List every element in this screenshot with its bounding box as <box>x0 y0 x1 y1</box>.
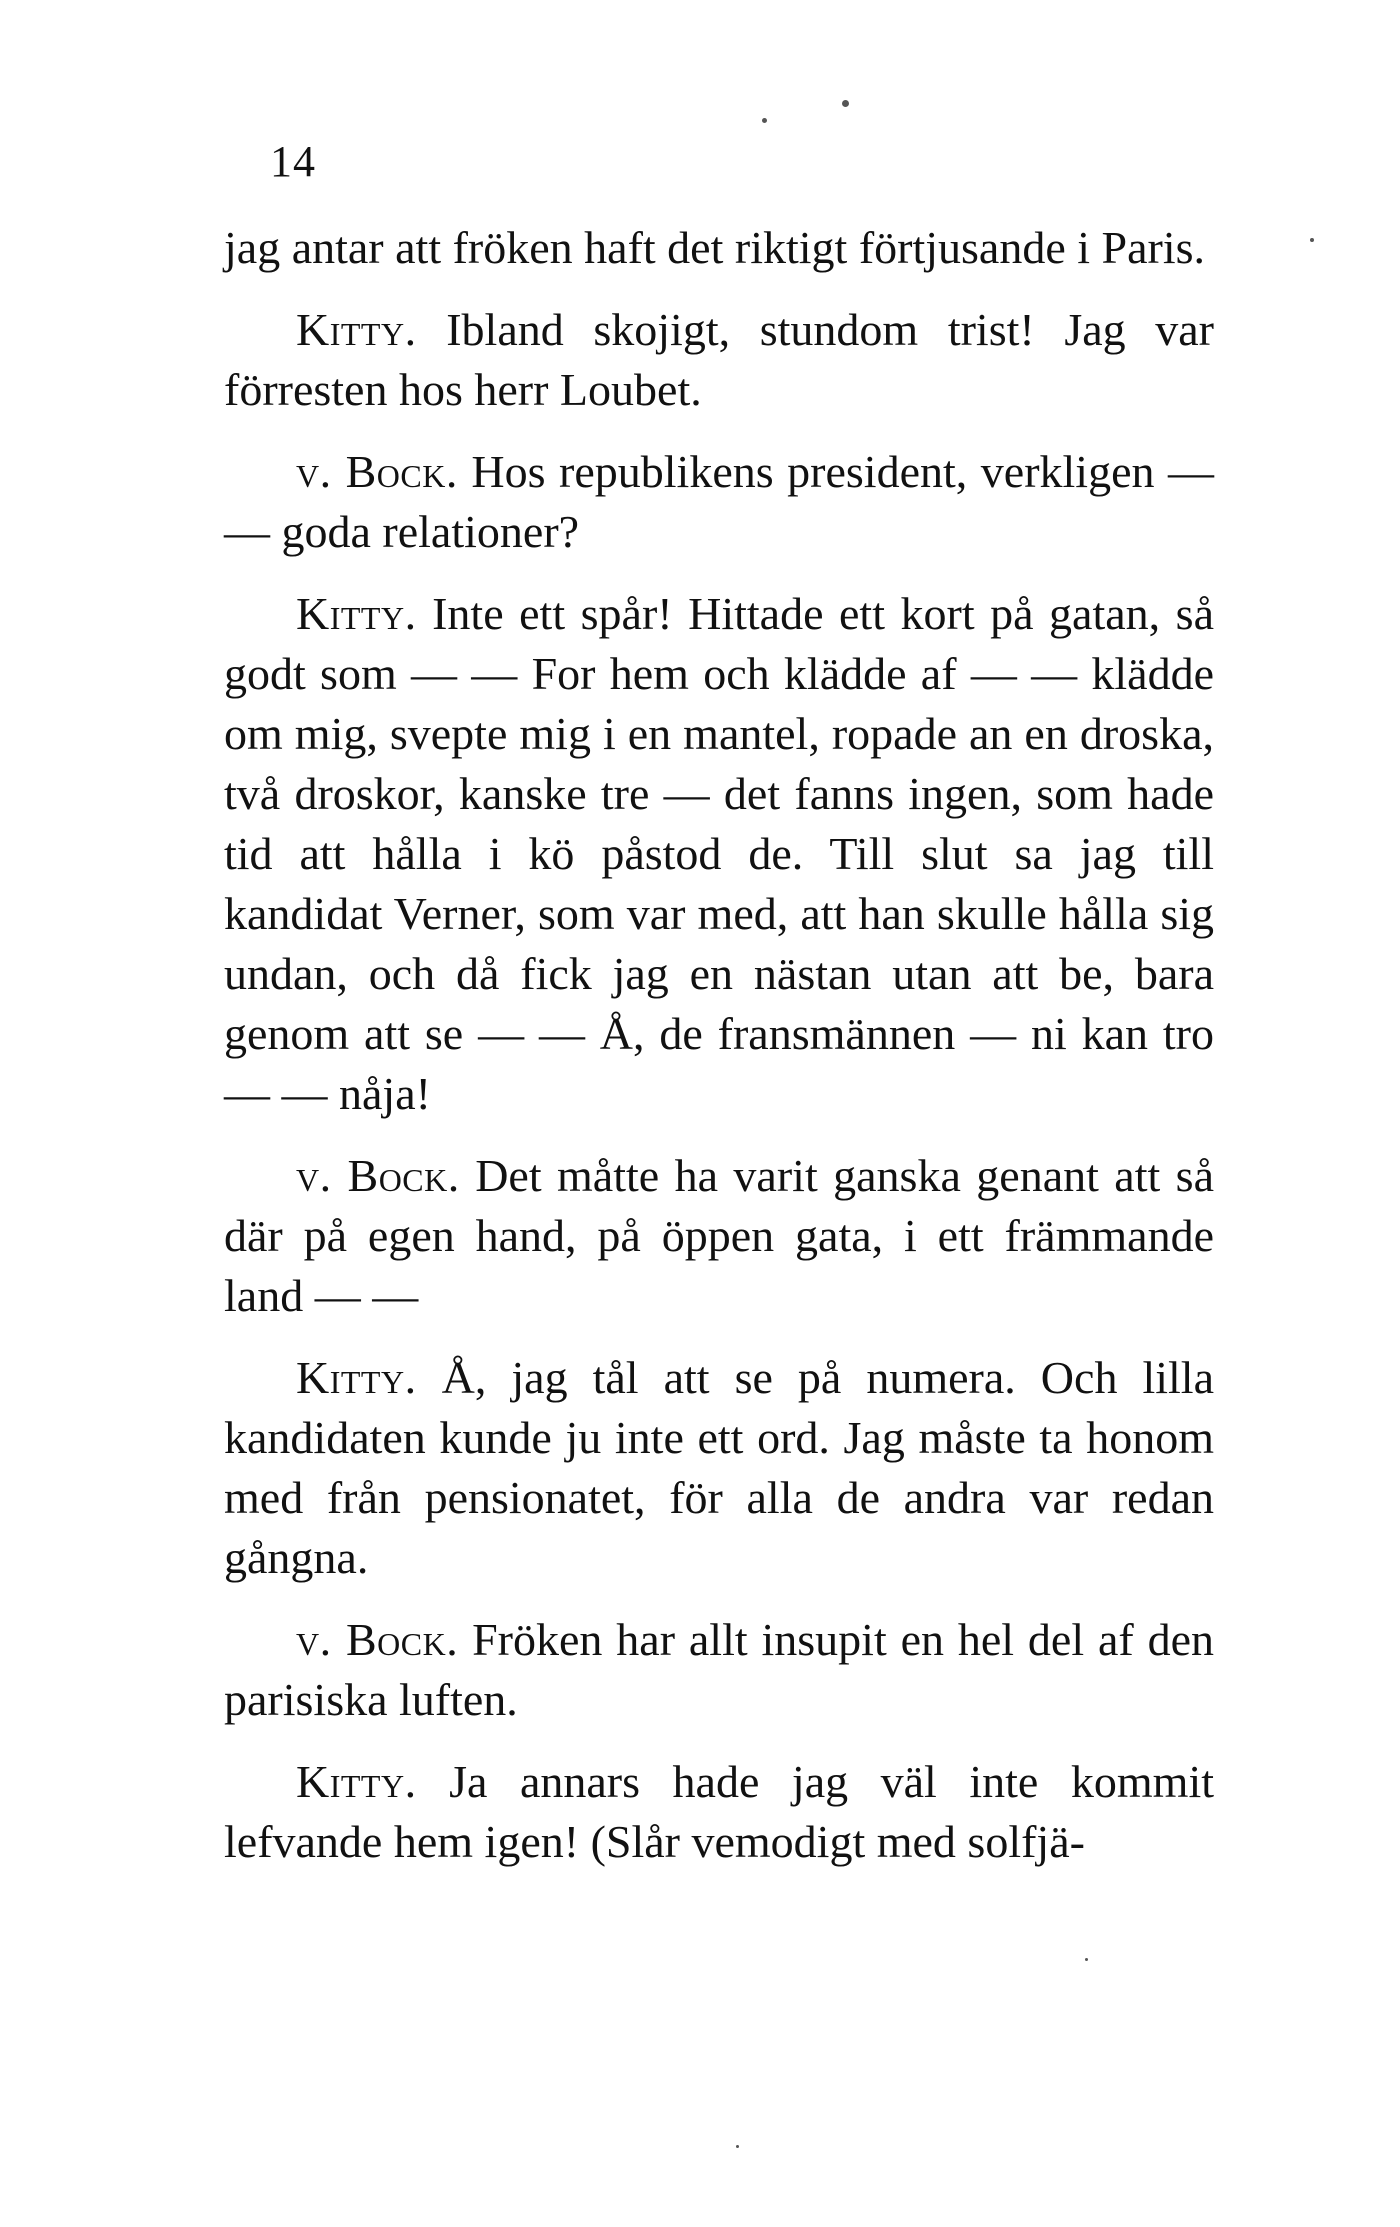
speaker-name: Kitty. <box>296 1756 417 1807</box>
paragraph <box>224 1146 1214 1326</box>
speaker-name: Kitty. <box>296 588 417 639</box>
speaker-name: v. Bock. <box>296 1150 460 1201</box>
speech-text: Ja annars hade jag väl inte kommit lefvande hem igen! (Slår vemodigt med solfjä- <box>224 1756 1214 1867</box>
speaker-name: v. Bock. <box>296 1614 459 1665</box>
speech-text: Fröken har allt insupit en hel del af den parisiska luften. <box>224 1614 1214 1725</box>
scan-speck <box>842 100 849 107</box>
speech-text: Ibland skojigt, stundom trist! Jag var förresten hos herr Loubet. <box>224 304 1214 415</box>
scan-speck <box>1310 238 1314 242</box>
speaker-name: v. Bock. <box>296 446 458 497</box>
paragraph <box>224 584 1214 1124</box>
paragraph <box>224 1348 1214 1588</box>
speech-text: Inte ett spår! Hittade ett kort på gatan, så godt som — — For hem och klädde af — — klädde om mig, svepte mig i en mantel, ropade an en droska, två droskor, kanske tre — det fanns ingen, som hade tid att hålla i kö påstod de. Till slut sa jag till kandidat Verner, som var med, att han skulle hålla sig undan, och då fick jag en nästan utan att be, bara genom att se — — Å, de fransmännen — ni kan tro — — nåja! <box>224 588 1214 1119</box>
paragraph <box>224 1752 1214 1872</box>
body-text <box>224 218 1214 1894</box>
scan-speck <box>1085 1958 1088 1961</box>
speech-text: jag antar att fröken haft det riktigt förtjusande i Paris. <box>224 222 1206 273</box>
speech-text: Hos republikens president, verkligen — — goda relationer? <box>224 446 1215 557</box>
scan-speck <box>736 2145 739 2148</box>
paragraph <box>224 300 1214 420</box>
scan-speck <box>762 118 767 123</box>
speech-text: Det måtte ha varit ganska genant att så där på egen hand, på öppen gata, i ett främmande land — — <box>224 1150 1215 1321</box>
speaker-name: Kitty. <box>296 1352 417 1403</box>
speech-text: Å, jag tål att se på numera. Och lilla kandidaten kunde ju inte ett ord. Jag måste ta honom med från pensionatet, för alla de andra var redan gångna. <box>224 1352 1215 1583</box>
paragraph <box>224 218 1214 278</box>
paragraph <box>224 442 1214 562</box>
paragraph <box>224 1610 1214 1730</box>
page-number: 14 <box>270 137 316 186</box>
speaker-name: Kitty. <box>296 304 417 355</box>
